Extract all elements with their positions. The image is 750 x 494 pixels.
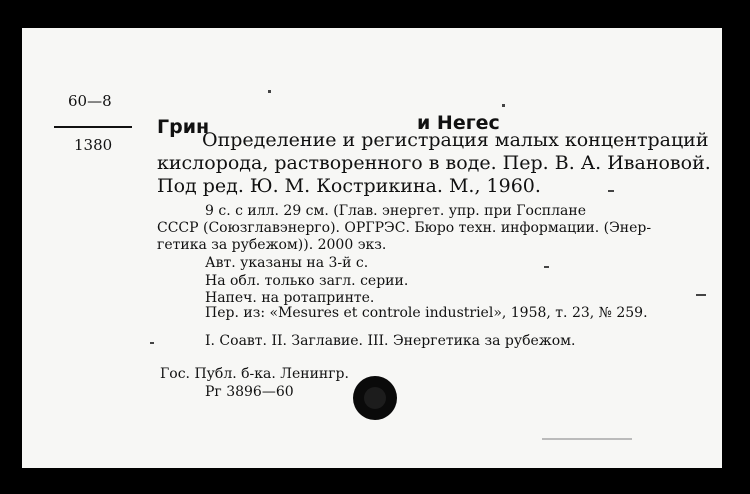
speck bbox=[502, 104, 505, 107]
title-line-3: Под ред. Ю. М. Кострикина. М., 1960. bbox=[157, 175, 541, 197]
catalog-card bbox=[22, 28, 722, 468]
speck bbox=[608, 190, 614, 192]
speck bbox=[542, 438, 632, 440]
speck bbox=[268, 90, 271, 93]
note-authors: Авт. указаны на 3-й с. bbox=[205, 255, 369, 271]
speck bbox=[544, 266, 549, 268]
card-number: 1380 bbox=[74, 136, 113, 154]
tracings: I. Соавт. II. Заглавие. III. Энергетика за рубежом. bbox=[205, 333, 576, 349]
note-cover: На обл. только загл. серии. bbox=[205, 273, 409, 289]
library-code: Рг 3896—60 bbox=[205, 384, 294, 400]
note-printing: Напеч. на ротапринте. bbox=[205, 290, 375, 306]
description-line-1: 9 с. с илл. 29 см. (Глав. энергет. упр. при Госплане bbox=[205, 203, 586, 219]
class-number: 60—8 bbox=[68, 92, 112, 110]
author-secondary: и Негес bbox=[417, 112, 500, 134]
author-primary: Грин bbox=[157, 116, 210, 138]
call-number-divider bbox=[54, 126, 132, 128]
description-line-3: гетика за рубежом)). 2000 экз. bbox=[157, 237, 387, 253]
title-line-1: Определение и регистрация малых концентраций bbox=[202, 129, 709, 151]
note-translated-from: Пер. из: «Mesures et controle industriel», 1958, т. 23, № 259. bbox=[205, 305, 648, 321]
title-line-2: кислорода, растворенного в воде. Пер. В. А. Ивановой. bbox=[157, 152, 711, 174]
library-name: Гос. Публ. б-ка. Ленингр. bbox=[160, 366, 349, 382]
punch-hole bbox=[353, 376, 397, 420]
description-line-2: СССР (Союзглавэнерго). ОРГРЭС. Бюро техн. информации. (Энер- bbox=[157, 220, 652, 236]
speck bbox=[696, 294, 706, 296]
speck bbox=[150, 342, 154, 344]
